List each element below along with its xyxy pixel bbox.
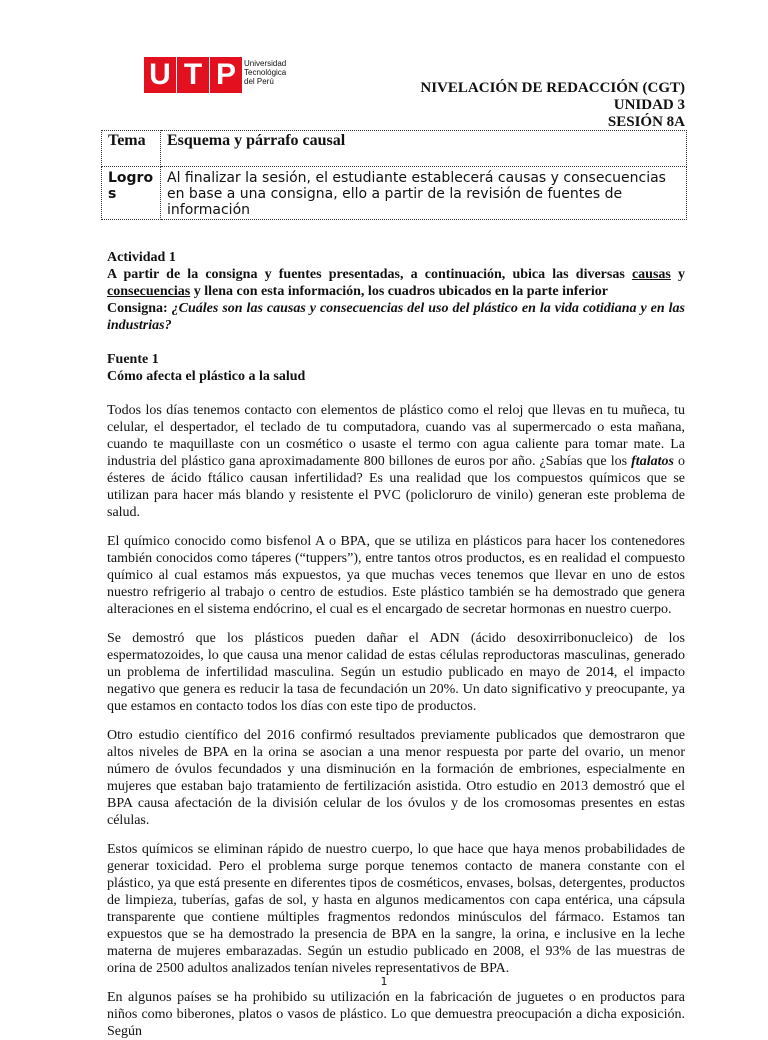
session-label: SESIÓN 8A	[607, 114, 685, 130]
paragraph-1: Todos los días tenemos contacto con elementos de plástico como el reloj que llevas en tu muñeca, tu celular, el despertador, el teclado de tu computadora, cuando vas al supermercado o esta mañana, cuando te maquillaste con un cosmético o usaste el termo con agua caliente para tomar mate. La industria del plástico gana aproximadamente 800 billones de euros por año. ¿Sabías que los ftalatos o ésteres de ácido ftálico causan infertilidad? Es una realidad que los compuestos químicos que se utilizan para hacer más blando y resistente el PVC (policloruro de vinilo) generan este problema de salud.	[107, 403, 686, 520]
paragraph-4: Otro estudio científico del 2016 confirmó resultados previamente publicados que demostraron que altos niveles de BPA en la orina se asocian a una menor respuesta por parte del ovario, un menor número de óvulos fecundados y una disminución en la formación de embriones, especialmente en mujeres que estaban bajo tratamiento de fertilización asistida. Otro estudio en 2013 demostró que el BPA causa afectación de la división celular de los óvulos y de los cromosomas presentes en estas células.	[107, 728, 685, 828]
course-title: NIVELACIÓN DE REDACCIÓN (CGT)	[420, 80, 685, 96]
ftalatos-emphasis: ftalatos	[631, 454, 674, 469]
consigna-text: ¿Cuáles son las causas y consecuencias del uso del plástico en la vida cotidiana y en las industrias?	[107, 301, 685, 333]
tema-value: Esquema y párrafo causal	[161, 131, 687, 167]
tema-row	[102, 131, 687, 167]
document-body	[107, 249, 685, 1040]
consecuencias-underlined: consecuencias	[107, 284, 191, 299]
consigna	[107, 300, 685, 334]
logo-letter-p: P	[210, 57, 242, 93]
logros-value: Al finalizar la sesión, el estudiante establecerá causas y consecuencias en base a una consigna, ello a partir de la revisión de fuentes de información	[161, 167, 687, 220]
session-info-table	[101, 130, 687, 220]
paragraph-6: En algunos países se ha prohibido su utilización en la fabricación de juguetes o en productos para niños como biberones, platos o vasos de plástico. Lo que demuestra preocupación a dicha exposición. Según	[107, 990, 685, 1039]
logros-row	[102, 167, 687, 220]
logo-university-name: Universidad Tecnológica del Perú	[244, 59, 287, 86]
paragraph-2: El químico conocido como bisfenol A o BPA, que se utiliza en plásticos para hacer los contenedores también conocidos como táperes (“tuppers”), entre tantos otros productos, es en realidad el compuesto químico al cual estamos más expuestos, ya que muchas veces tenemos que llevar en uno de estos nuestro refrigerio al trabajo o centro de estudios. Este plástico también se ha demostrado que genera alteraciones en el sistema endócrino, el cual es el encargado de secretar hormonas en nuestro cuerpo.	[107, 534, 685, 617]
utp-logo	[144, 57, 304, 97]
activity-title: Actividad 1	[107, 250, 176, 265]
activity-instruction: A partir de la consigna y fuentes presentadas, a continuación, ubica las diversas causas y consecuencias y llena con esta información, los cuadros ubicados en la parte inferior	[107, 267, 685, 299]
logo-letter-u: U	[144, 57, 176, 93]
logo-letter-t: T	[177, 57, 209, 93]
source-subtitle: Cómo afecta el plástico a la salud	[107, 369, 306, 384]
page-number: 1	[380, 975, 388, 988]
paragraph-5: Estos químicos se eliminan rápido de nuestro cuerpo, lo que hace que haya menos probabilidades de generar toxicidad. Pero el problema surge porque tenemos contacto de manera constante con el plástico, ya que está presente en diferentes tipos de cosméticos, envases, bolsas, detergentes, productos de limpieza, tuberías, gafas de sol, y hasta en algunos medicamentos con capa entérica, una cápsula transparente que contiene múltiples fragmentos redondos minúsculos del fármaco. Estamos tan expuestos que se ha demostrado la presencia de BPA en la sangre, la orina, e inclusive en la leche materna de mujeres embarazadas. Según un estudio publicado en 2008, el 93% de las muestras de orina de 2500 adultos analizados tenían niveles representativos de BPA.	[107, 842, 685, 976]
course-header	[420, 80, 685, 131]
paragraph-3: Se demostró que los plásticos pueden dañar el ADN (ácido desoxirribonucleico) de los espermatozoides, lo que causa una menor calidad de estas células reproductoras masculinas, generado un problema de infertilidad masculina. Según un estudio publicado en mayo de 2014, el impacto negativo que genera es reducir la tasa de fecundación un 20%. Un dato significativo y preocupante, ya que estamos en contacto todos los días con este tipo de productos.	[107, 631, 685, 714]
source-title: Fuente 1	[107, 352, 159, 367]
tema-label: Tema	[102, 131, 161, 167]
logros-label: Logro s	[102, 167, 161, 220]
causas-underlined: causas	[631, 267, 671, 282]
unit-label: UNIDAD 3	[613, 97, 685, 113]
consigna-label: Consigna:	[107, 301, 172, 316]
